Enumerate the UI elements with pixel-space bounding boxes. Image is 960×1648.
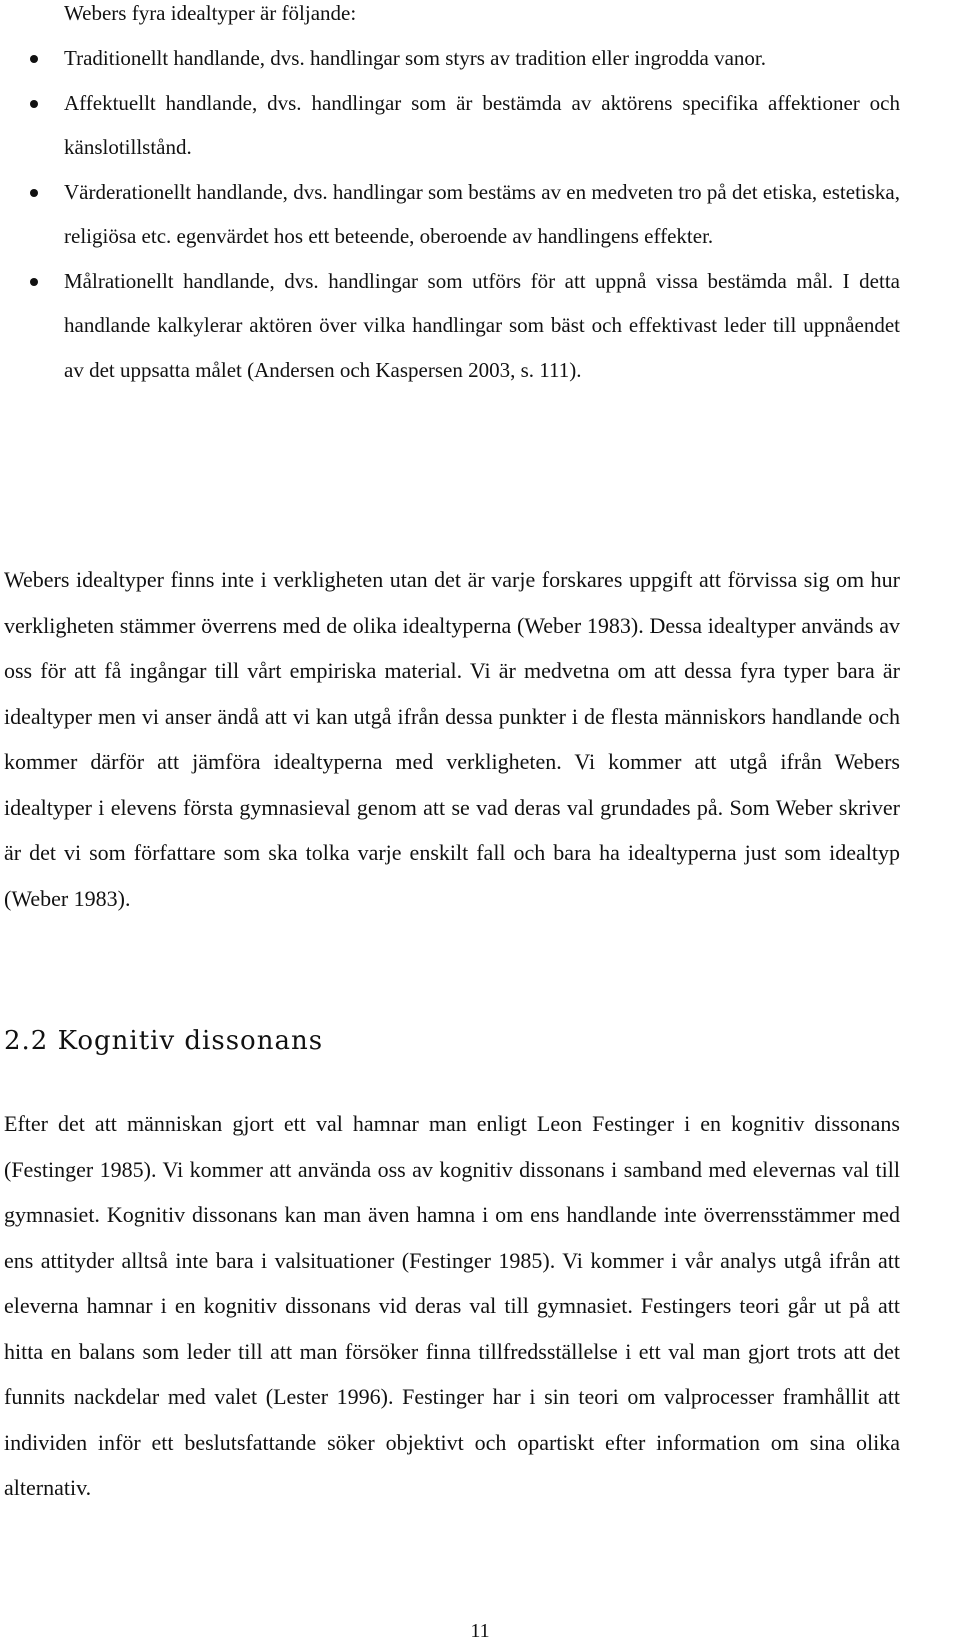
bullet-dot-icon xyxy=(30,100,38,108)
bullet-text: Traditionellt handlande, dvs. handlingar som styrs av tradition eller ingrodda vanor. xyxy=(64,46,767,70)
intro-line: Webers fyra idealtyper är följande: xyxy=(64,1,357,25)
bullet-dot-icon xyxy=(30,189,38,197)
bullet-text: Målrationellt handlande, dvs. handlingar som utförs för att uppnå vissa bestämda mål. I detta handlande kalkylerar aktören över vilka handlingar som bäst och effektivast leder till uppnåendet av det uppsatta målet (Andersen och Kaspersen 2003, s. 111). xyxy=(64,268,900,382)
idealtyper-bullet-list xyxy=(64,36,900,392)
bullet-item-traditionellt xyxy=(64,36,900,81)
paragraph-festinger: Efter det att människan gjort ett val hamnar man enligt Leon Festinger i en kognitiv dissonans (Festinger 1985). Vi kommer att använda oss av kognitiv dissonans i samband med elevernas val till gymnasiet. Kognitiv dissonans kan man även hamna i om ens handlande inte överrensstämmer med ens attityder alltså inte bara i valsituationer (Festinger 1985). Vi kommer i vår analys utgå ifrån att eleverna hamnar i en kognitiv dissonans vid deras val till gymnasiet. Festingers teori går ut på att hitta en balans som leder till att man försöker finna tillfredsställelse i ett val man gjort trots att det funnits nackdelar med valet (Lester 1996). Festinger har i sin teori om valprocesser framhållit att individen inför ett beslutsfattande söker objektivt och opartiskt efter information om sina olika alternativ. xyxy=(4,1111,900,1500)
bullet-dot-icon xyxy=(30,278,38,286)
bullet-item-affektuellt xyxy=(64,81,900,170)
page-number: 11 xyxy=(470,1620,490,1642)
bullet-dot-icon xyxy=(30,55,38,63)
paragraph-weber: Webers idealtyper finns inte i verkligheten utan det är varje forskares uppgift att förvissa sig om hur verkligheten stämmer överrens med de olika idealtyperna (Weber 1983). Dessa idealtyper används av oss för att få ingångar till vårt empiriska material. Vi är medvetna om att dessa fyra typer bara är idealtyper men vi anser ändå att vi kan utgå ifrån dessa punkter i de flesta människors handlande och kommer därför att jämföra idealtyperna med verkligheten. Vi kommer att utgå ifrån Webers idealtyper i elevens första gymnasieval genom att se vad deras val grundades på. Som Weber skriver är det vi som författare som ska tolka varje enskilt fall och bara ha idealtyperna just som idealtyp (Weber 1983). xyxy=(4,567,900,911)
bullet-text: Affektuellt handlande, dvs. handlingar som är bestämda av aktörens specifika affektioner och känslotillstånd. xyxy=(64,90,900,159)
bullet-item-malrationellt xyxy=(64,259,900,393)
bullet-text: Värderationellt handlande, dvs. handlingar som bestäms av en medveten tro på det etiska, estetiska, religiösa etc. egenvärdet hos ett beteende, oberoende av handlingens effekter. xyxy=(64,179,900,248)
bullet-item-varderationellt xyxy=(64,170,900,259)
section-heading: 2.2 Kognitiv dissonans xyxy=(4,1026,324,1056)
